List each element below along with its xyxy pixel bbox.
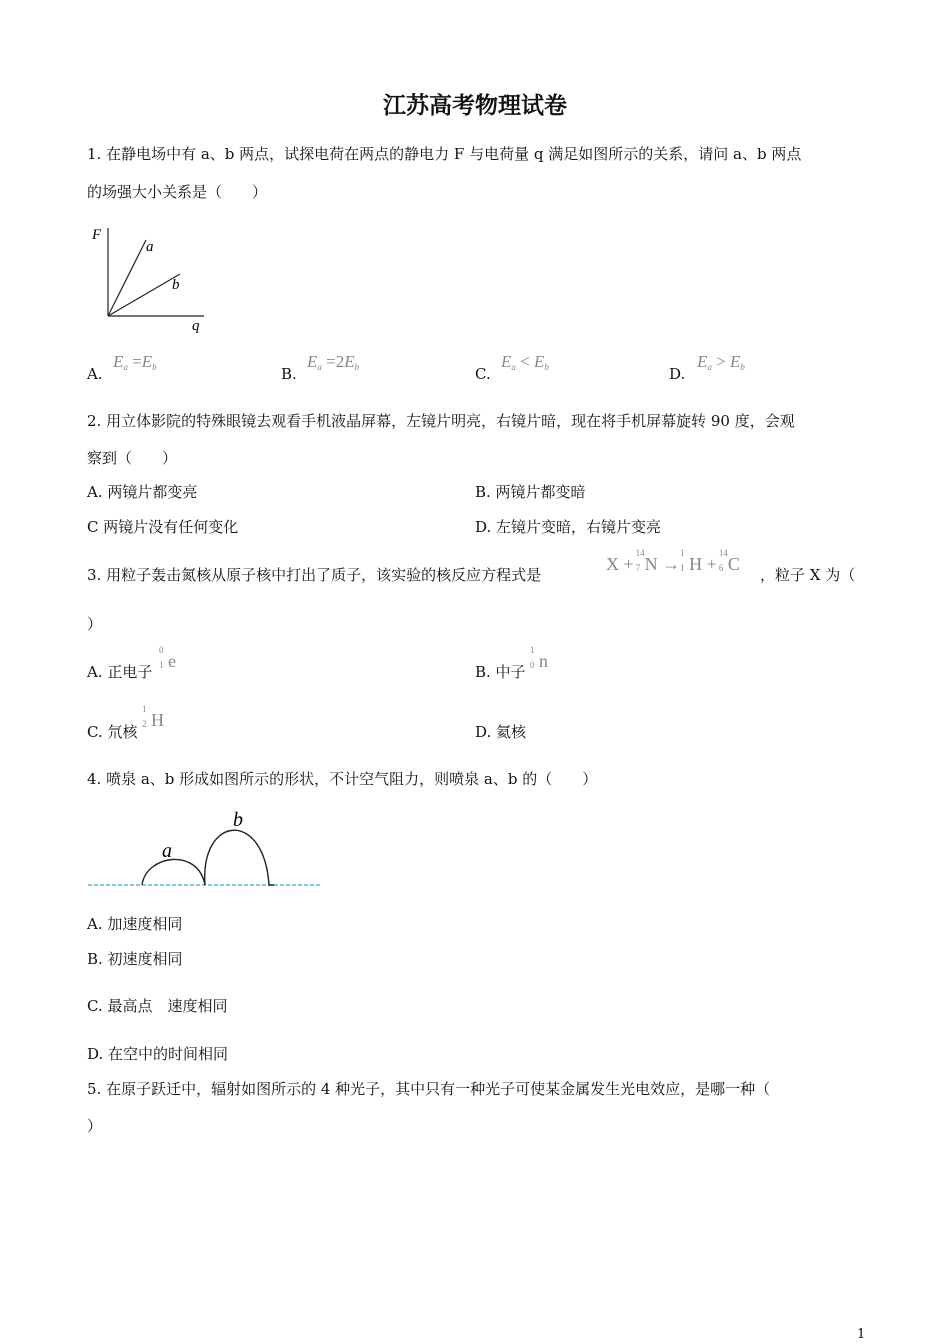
q3-text-line2: ）: [87, 615, 103, 633]
q3-nuclear-equation: X + 14 7 N → 1 1 H + 14 6 C: [606, 548, 740, 574]
x-axis-label: q: [192, 318, 200, 334]
fountain-b-label: b: [233, 809, 243, 831]
q2-option-b[interactable]: B. 两镜片都变暗: [475, 483, 586, 501]
q3-option-a[interactable]: A. 正电子: [87, 663, 153, 681]
q3-option-b-symbol: 1 0 n: [530, 645, 548, 671]
line-b-label: b: [172, 277, 180, 293]
q5-text-line1: 5. 在原子跃迁中，辐射如图所示的 4 种光子，其中只有一种光子可使某金属发生光电效应，是哪一种（: [87, 1080, 771, 1098]
q5-text-line2: ）: [87, 1117, 103, 1135]
q2-option-c[interactable]: C 两镜片没有任何变化: [87, 518, 239, 536]
q1-option-b-label[interactable]: B.: [281, 365, 297, 383]
fountain-b-arc: [205, 830, 274, 885]
q2-option-a[interactable]: A. 两镜片都变亮: [87, 483, 198, 501]
page-number: 1: [857, 1327, 866, 1342]
q4-option-c[interactable]: C. 最高点 速度相同: [87, 997, 228, 1015]
q3-option-d[interactable]: D. 氦核: [475, 723, 527, 741]
q1-force-charge-graph: [88, 222, 218, 334]
q1-text-line1: 1. 在静电场中有 a、b 两点，试探电荷在两点的静电力 F 与电荷量 q 满足如图所示的关系，请问 a、b 两点: [87, 145, 802, 163]
line-a-label: a: [146, 239, 154, 255]
q1-option-a-expr: $E_a =E_b$: [113, 352, 157, 372]
q3-text-line1-tail: ，粒子 X 为（: [760, 566, 856, 584]
q1-option-a-label[interactable]: A.: [87, 365, 103, 383]
q3-option-c-symbol: 1 2 H: [142, 704, 164, 730]
q3-option-b[interactable]: B. 中子: [475, 663, 526, 681]
q2-text-line2: 察到（ ）: [87, 449, 178, 467]
q3-text-line1: 3. 用粒子轰击氮核从原子核中打出了质子，该实验的核反应方程式是: [87, 566, 542, 584]
q4-fountain-diagram: [86, 805, 326, 893]
page-title: 江苏高考物理试卷: [383, 92, 567, 119]
q4-option-d[interactable]: D. 在空中的时间相同: [87, 1045, 229, 1063]
q4-text-line1: 4. 喷泉 a、b 形成如图所示的形状，不计空气阻力，则喷泉 a、b 的（ ）: [87, 770, 598, 788]
y-axis-label: F: [92, 227, 102, 243]
q2-text-line1: 2. 用立体影院的特殊眼镜去观看手机液晶屏幕，左镜片明亮，右镜片暗，现在将手机屏幕旋转 90 度，会观: [87, 412, 795, 430]
q3-option-c[interactable]: C. 氘核: [87, 723, 138, 741]
q1-option-c-expr: $E_a < E_b$: [501, 352, 549, 372]
fountain-a-label: a: [162, 840, 172, 862]
q1-option-d-label[interactable]: D.: [669, 365, 686, 383]
q1-option-b-expr: $E_a =2E_b$: [307, 352, 360, 372]
q1-text-line2: 的场强大小关系是（ ）: [87, 183, 268, 201]
q4-option-a[interactable]: A. 加速度相同: [87, 915, 183, 933]
q3-option-a-symbol: 0 1 e: [159, 645, 176, 671]
q4-option-b[interactable]: B. 初速度相同: [87, 950, 183, 968]
q1-option-c-label[interactable]: C.: [475, 365, 491, 383]
q2-option-d[interactable]: D. 左镜片变暗，右镜片变亮: [475, 518, 662, 536]
q1-option-d-expr: $E_a > E_b$: [697, 352, 745, 372]
fountain-a-arc: [142, 859, 205, 885]
